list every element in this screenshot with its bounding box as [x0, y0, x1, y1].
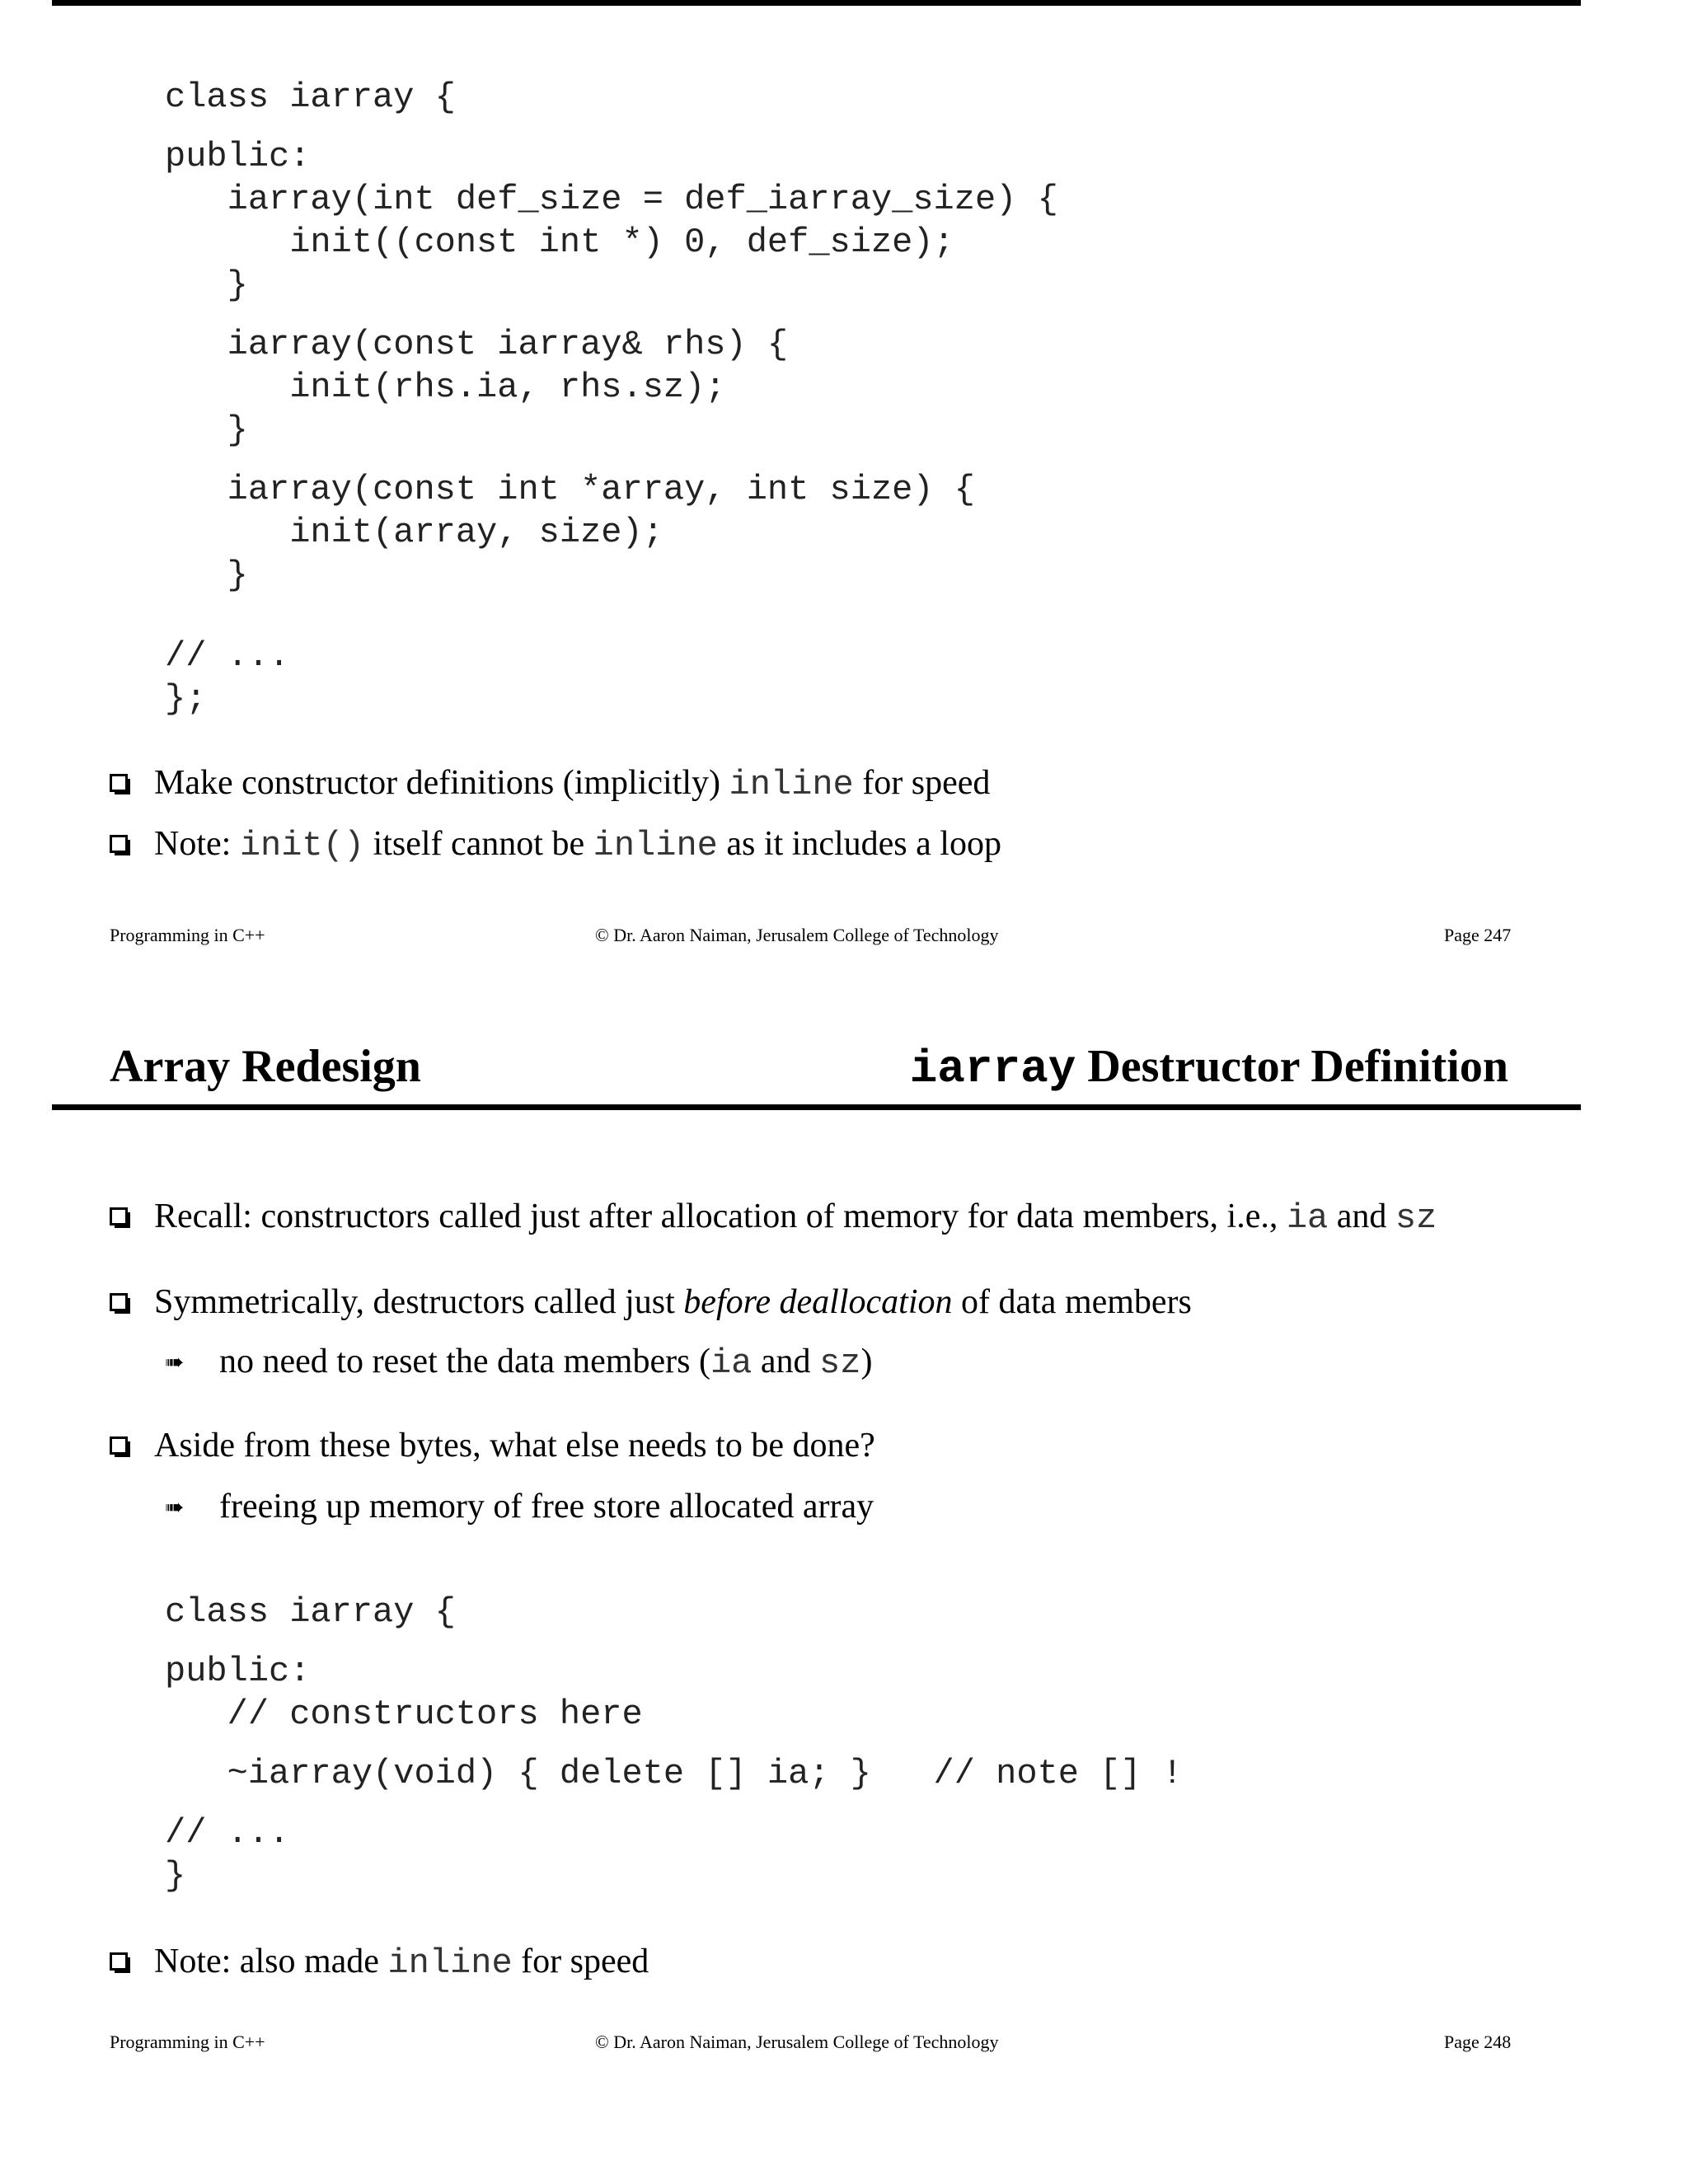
code-line: class iarray { [165, 1592, 456, 1632]
sub-bullet-item: ➠ freeing up memory of free store allocated array [165, 1485, 874, 1530]
arrow-bullet-icon: ➠ [165, 1350, 185, 1376]
checkbox-bullet-icon [110, 1293, 128, 1311]
code-line: iarray(const iarray& rhs) { [165, 325, 789, 364]
sub-bullet-item: ➠ no need to reset the data members (ia and sz) [165, 1343, 873, 1383]
code-line: init((const int *) 0, def_size); [165, 223, 954, 262]
code-line: class iarray { [165, 77, 456, 117]
code-line: } [165, 265, 248, 305]
code-line: // ... [165, 636, 290, 676]
bullet-item: Make constructor definitions (implicitly) inline for speed [110, 762, 990, 806]
code-line: iarray(const int *array, int size) { [165, 470, 975, 509]
checkbox-bullet-icon [110, 1952, 128, 1971]
footer-center: © Dr. Aaron Naiman, Jerusalem College of Technology [595, 925, 999, 945]
code-line: public: [165, 137, 311, 176]
top-rule [52, 0, 1581, 6]
code-line: }; [165, 679, 207, 719]
checkbox-bullet-icon [110, 774, 128, 792]
code-line: // ... [165, 1813, 290, 1853]
code-line: public: [165, 1652, 311, 1691]
code-line: init(rhs.ia, rhs.sz); [165, 368, 726, 407]
code-line: } [165, 410, 248, 450]
checkbox-bullet-icon [110, 835, 128, 853]
bullet-item: Aside from these bytes, what else needs to be done? [110, 1424, 875, 1467]
bullet-item: Note: also made inline for speed [110, 1940, 649, 1985]
footer-page-number: Page 248 [1444, 2032, 1512, 2052]
arrow-bullet-icon: ➠ [165, 1495, 185, 1521]
code-line: init(array, size); [165, 513, 663, 552]
bullet-item: Recall: constructors called just after allocation of memory for data members, i.e., ia and sz [110, 1195, 1437, 1240]
checkbox-bullet-icon [110, 1207, 128, 1226]
checkbox-bullet-icon [110, 1436, 128, 1455]
footer-center: © Dr. Aaron Naiman, Jerusalem College of Technology [595, 2032, 999, 2052]
code-line: iarray(int def_size = def_iarray_size) { [165, 180, 1058, 219]
bullet-item: Symmetrically, destructors called just before deallocation of data members [110, 1281, 1192, 1324]
page-title: Array Redesign [110, 1041, 421, 1092]
footer-left: Programming in C++ [110, 925, 265, 945]
footer-left: Programming in C++ [110, 2032, 265, 2052]
code-line: ~iarray(void) { delete [] ia; } // note [] ! [165, 1754, 1184, 1793]
footer-page-number: Page 247 [1444, 925, 1512, 945]
section-title: iarray Destructor Definition [909, 1041, 1508, 1095]
title-rule [52, 1104, 1581, 1110]
code-line: // constructors here [165, 1694, 643, 1734]
bullet-item: Note: init() itself cannot be inline as it includes a loop [110, 823, 1001, 867]
code-line: } [165, 555, 248, 595]
code-line: } [165, 1856, 186, 1896]
